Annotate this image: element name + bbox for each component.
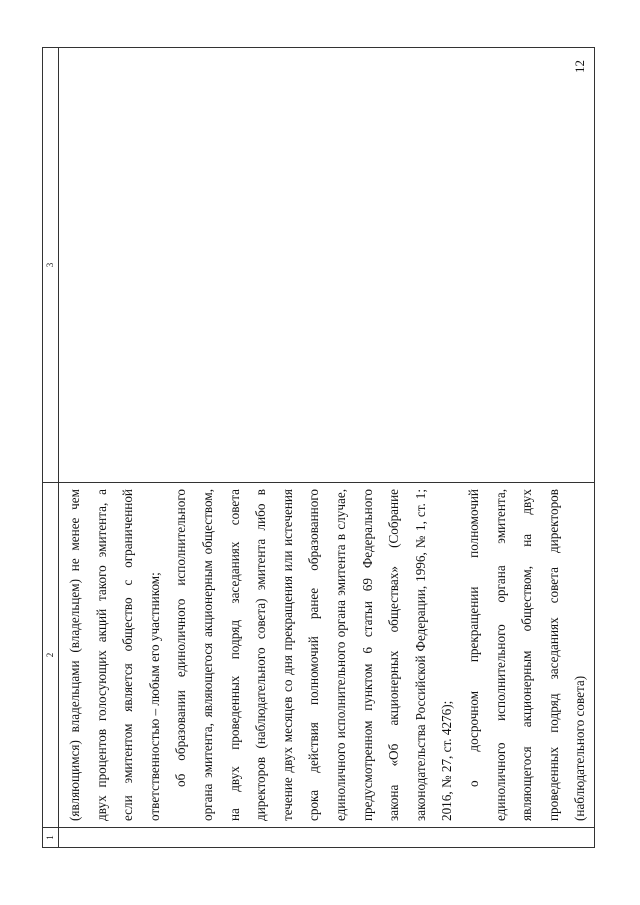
paragraph-termination: о досрочном прекращении полномочий единоличного исполнительного органа эмитента, являющегося акционерным обществом, на двух проведенных подряд заседаниях совета директоров (наблюдательного совета) (465, 489, 588, 821)
rotated-table (42, 48, 588, 848)
disclosure-table (42, 47, 595, 848)
cell-col-1 (59, 828, 595, 848)
page-number: 12 (572, 60, 587, 73)
cell-col-3 (59, 48, 595, 483)
paragraph-shareholders: (являющимся) владельцами (владельцем) не менее чем двух процентов голосующих акций такого эмитента, а если эмитентом является общество с ограниченной ответственностью – любым его участником; (67, 489, 162, 821)
cell-text (59, 483, 594, 827)
paragraph-formation: об образовании единоличного исполнительного органа эмитента, являющегося акционерным обществом, на двух проведенных подряд заседаниях совета директоров (наблюдательного совета) эмитента либо в течение двух месяцев со дня прекращения или истечения срока действия полномочий ранее образованного единоличного исполнительного органа эмитента в случае, предусмотренном пунктом 6 статьи 69 Федерального закона «Об акционерных обществах» (Собрание законодательства Российской Федерации, 1996, № 1, ст. 1; 2016, № 27, ст. 4276); (173, 489, 455, 821)
cell-col-2 (59, 483, 595, 828)
column-header-1: 1 (43, 828, 59, 848)
table-row (59, 48, 595, 848)
header-row (43, 48, 59, 848)
column-header-2: 2 (43, 483, 59, 828)
column-header-3: 3 (43, 48, 59, 483)
